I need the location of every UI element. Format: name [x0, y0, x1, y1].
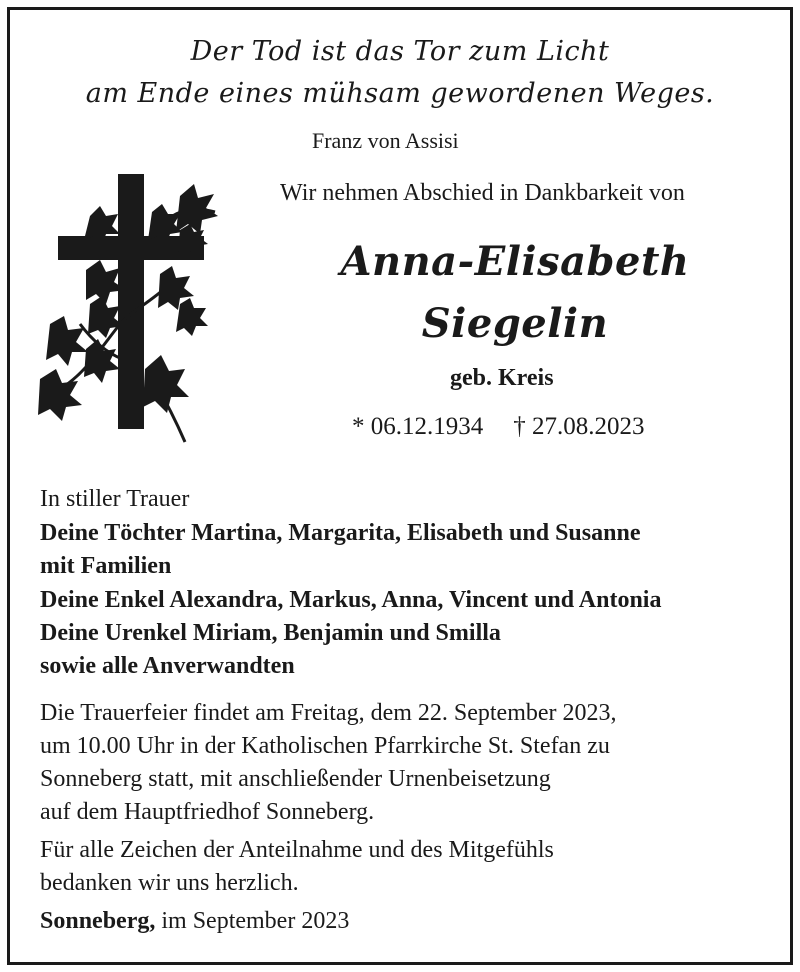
mourner-line: sowie alle Anverwandten	[40, 653, 295, 679]
motto-line-1: Der Tod ist das Tor zum Licht	[190, 36, 610, 67]
cross-with-ivy-icon	[30, 174, 230, 444]
deceased-first-name: Anna-Elisabeth	[340, 238, 690, 285]
mourner-line: mit Familien	[40, 553, 172, 579]
motto-line-2: am Ende eines mühsam gewordenen Weges.	[85, 78, 715, 109]
ceremony-line: Sonneberg statt, mit anschließender Urnenbeisetzung	[40, 766, 551, 792]
birth-date: * 06.12.1934	[352, 413, 484, 440]
life-dates	[352, 413, 645, 441]
mourners-heading: In stiller Trauer	[40, 486, 190, 512]
death-date: † 27.08.2023	[513, 413, 645, 440]
mourner-line: Deine Töchter Martina, Margarita, Elisabeth und Susanne	[40, 520, 641, 546]
motto-author: Franz von Assisi	[312, 128, 459, 153]
signoff-place: Sonneberg,	[40, 908, 156, 934]
ceremony-line: um 10.00 Uhr in der Katholischen Pfarrkirche St. Stefan zu	[40, 733, 610, 759]
mourner-line: Deine Enkel Alexandra, Markus, Anna, Vincent und Antonia	[40, 587, 662, 613]
signoff	[40, 908, 349, 935]
signoff-date: im September 2023	[155, 908, 350, 934]
obituary-card	[7, 7, 793, 965]
thanks-line: Für alle Zeichen der Anteilnahme und des Mitgefühls	[40, 837, 554, 863]
mourner-line: Deine Urenkel Miriam, Benjamin und Smilla	[40, 620, 501, 646]
ceremony-line: auf dem Hauptfriedhof Sonneberg.	[40, 799, 375, 825]
intro-text: Wir nehmen Abschied in Dankbarkeit von	[280, 180, 685, 206]
ceremony-line: Die Trauerfeier findet am Freitag, dem 22. September 2023,	[40, 700, 617, 726]
thanks-line: bedanken wir uns herzlich.	[40, 870, 299, 896]
deceased-last-name: Siegelin	[421, 300, 609, 347]
maiden-name: geb. Kreis	[450, 365, 554, 391]
